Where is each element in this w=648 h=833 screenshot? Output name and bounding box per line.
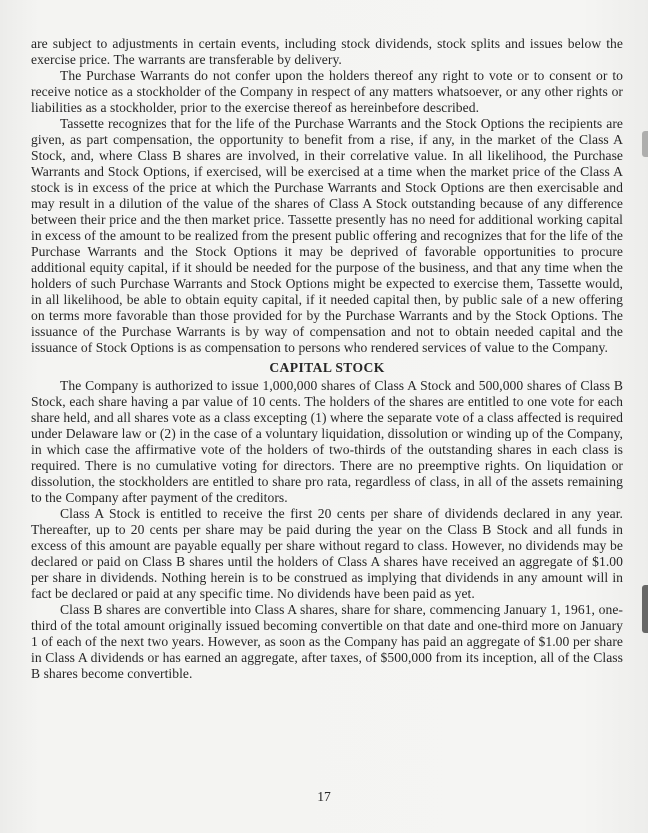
binding-mark [642, 131, 648, 157]
paragraph-warrant-rights: The Purchase Warrants do not confer upon the holders thereof any right to vote or to consent or to receive notice as a stockholder of the Company in respect of any matters whatsoever, or any other rights or liabilities as a stockholder, prior to the exercise thereof as hereinbefore described. [31, 68, 623, 115]
paragraph-conversion: Class B shares are convertible into Class A shares, share for share, commencing January 1, 1961, one-third of the total amount originally issued becoming convertible on that date and one-third more on January 1 of each of the next two years. However, as soon as the Company has paid an aggregate of $1.00 per share in Class A dividends or has earned an aggregate, after taxes, of $500,000 from its inception, all of the Class B shares become convertible. [31, 602, 623, 681]
paragraph-warrant-adjustments: are subject to adjustments in certain events, including stock dividends, stock splits and issues below the exercise price. The warrants are transferable by delivery. [31, 36, 623, 67]
binding-mark [642, 585, 648, 633]
page-body [31, 36, 623, 682]
paragraph-dividends: Class A Stock is entitled to receive the first 20 cents per share of dividends declared in any year. Thereafter, up to 20 cents per share may be paid during the year on the Class B Stock and all funds in excess of this amount are payable equally per share without regard to class. However, no dividends may be declared or paid on Class B shares until the holders of Class A shares have received an aggregate of $1.00 per share in dividends. Nothing herein is to be construed as implying that dividends in any amount will in fact be declared or paid at any specific time. No dividends have been paid as yet. [31, 506, 623, 601]
section-heading-capital-stock: CAPITAL STOCK [269, 360, 385, 375]
paragraph-dilution: Tassette recognizes that for the life of the Purchase Warrants and the Stock Options the recipients are given, as part compensation, the opportunity to benefit from a rise, if any, in the market of the Class A Stock, and, where Class B shares are involved, in their correlative value. In all likelihood, the Purchase Warrants and Stock Options, if exercised, will be exercised at a time when the market price of the Class A stock is in excess of the price at which the Purchase Warrants and Stock Options are then exercisable and may result in a dilution of the value of the shares of Class A Stock outstanding because of any difference between their price and the then market price. Tassette presently has no need for additional working capital in excess of the amount to be realized from the present public offering and recognizes that for the life of the Purchase Warrants and the Stock Options it may be deprived of favorable opportunities to procure additional equity capital, if it should be needed for the purpose of the business, and that any time when the holders of such Purchase Warrants and Stock Options might be expected to exercise them, Tassette would, in all likelihood, be able to obtain equity capital, if it needed capital then, by public sale of a new offering on terms more favorable than those provided for by the Purchase Warrants and by the Stock Options. The issuance of the Purchase Warrants is by way of compensation and not to obtain needed capital and the issuance of Stock Options is as compensation to persons who rendered services of value to the Company. [31, 116, 623, 355]
paragraph-authorized-shares: The Company is authorized to issue 1,000,000 shares of Class A Stock and 500,000 shares of Class B Stock, each share having a par value of 10 cents. The holders of the shares are entitled to one vote for each share held, and all shares vote as a class excepting (1) where the separate vote of a class affected is required under Delaware law or (2) in the case of a voluntary liquidation, dissolution or winding up of the Company, in which case the affirmative vote of the holders of two-thirds of the outstanding shares in each class is required. There is no cumulative voting for directors. There are no preemptive rights. On liquidation or dissolution, the stockholders are entitled to share pro rata, regardless of class, in all of the assets remaining to the Company after payment of the creditors. [31, 378, 623, 505]
page-number: 17 [317, 789, 331, 804]
